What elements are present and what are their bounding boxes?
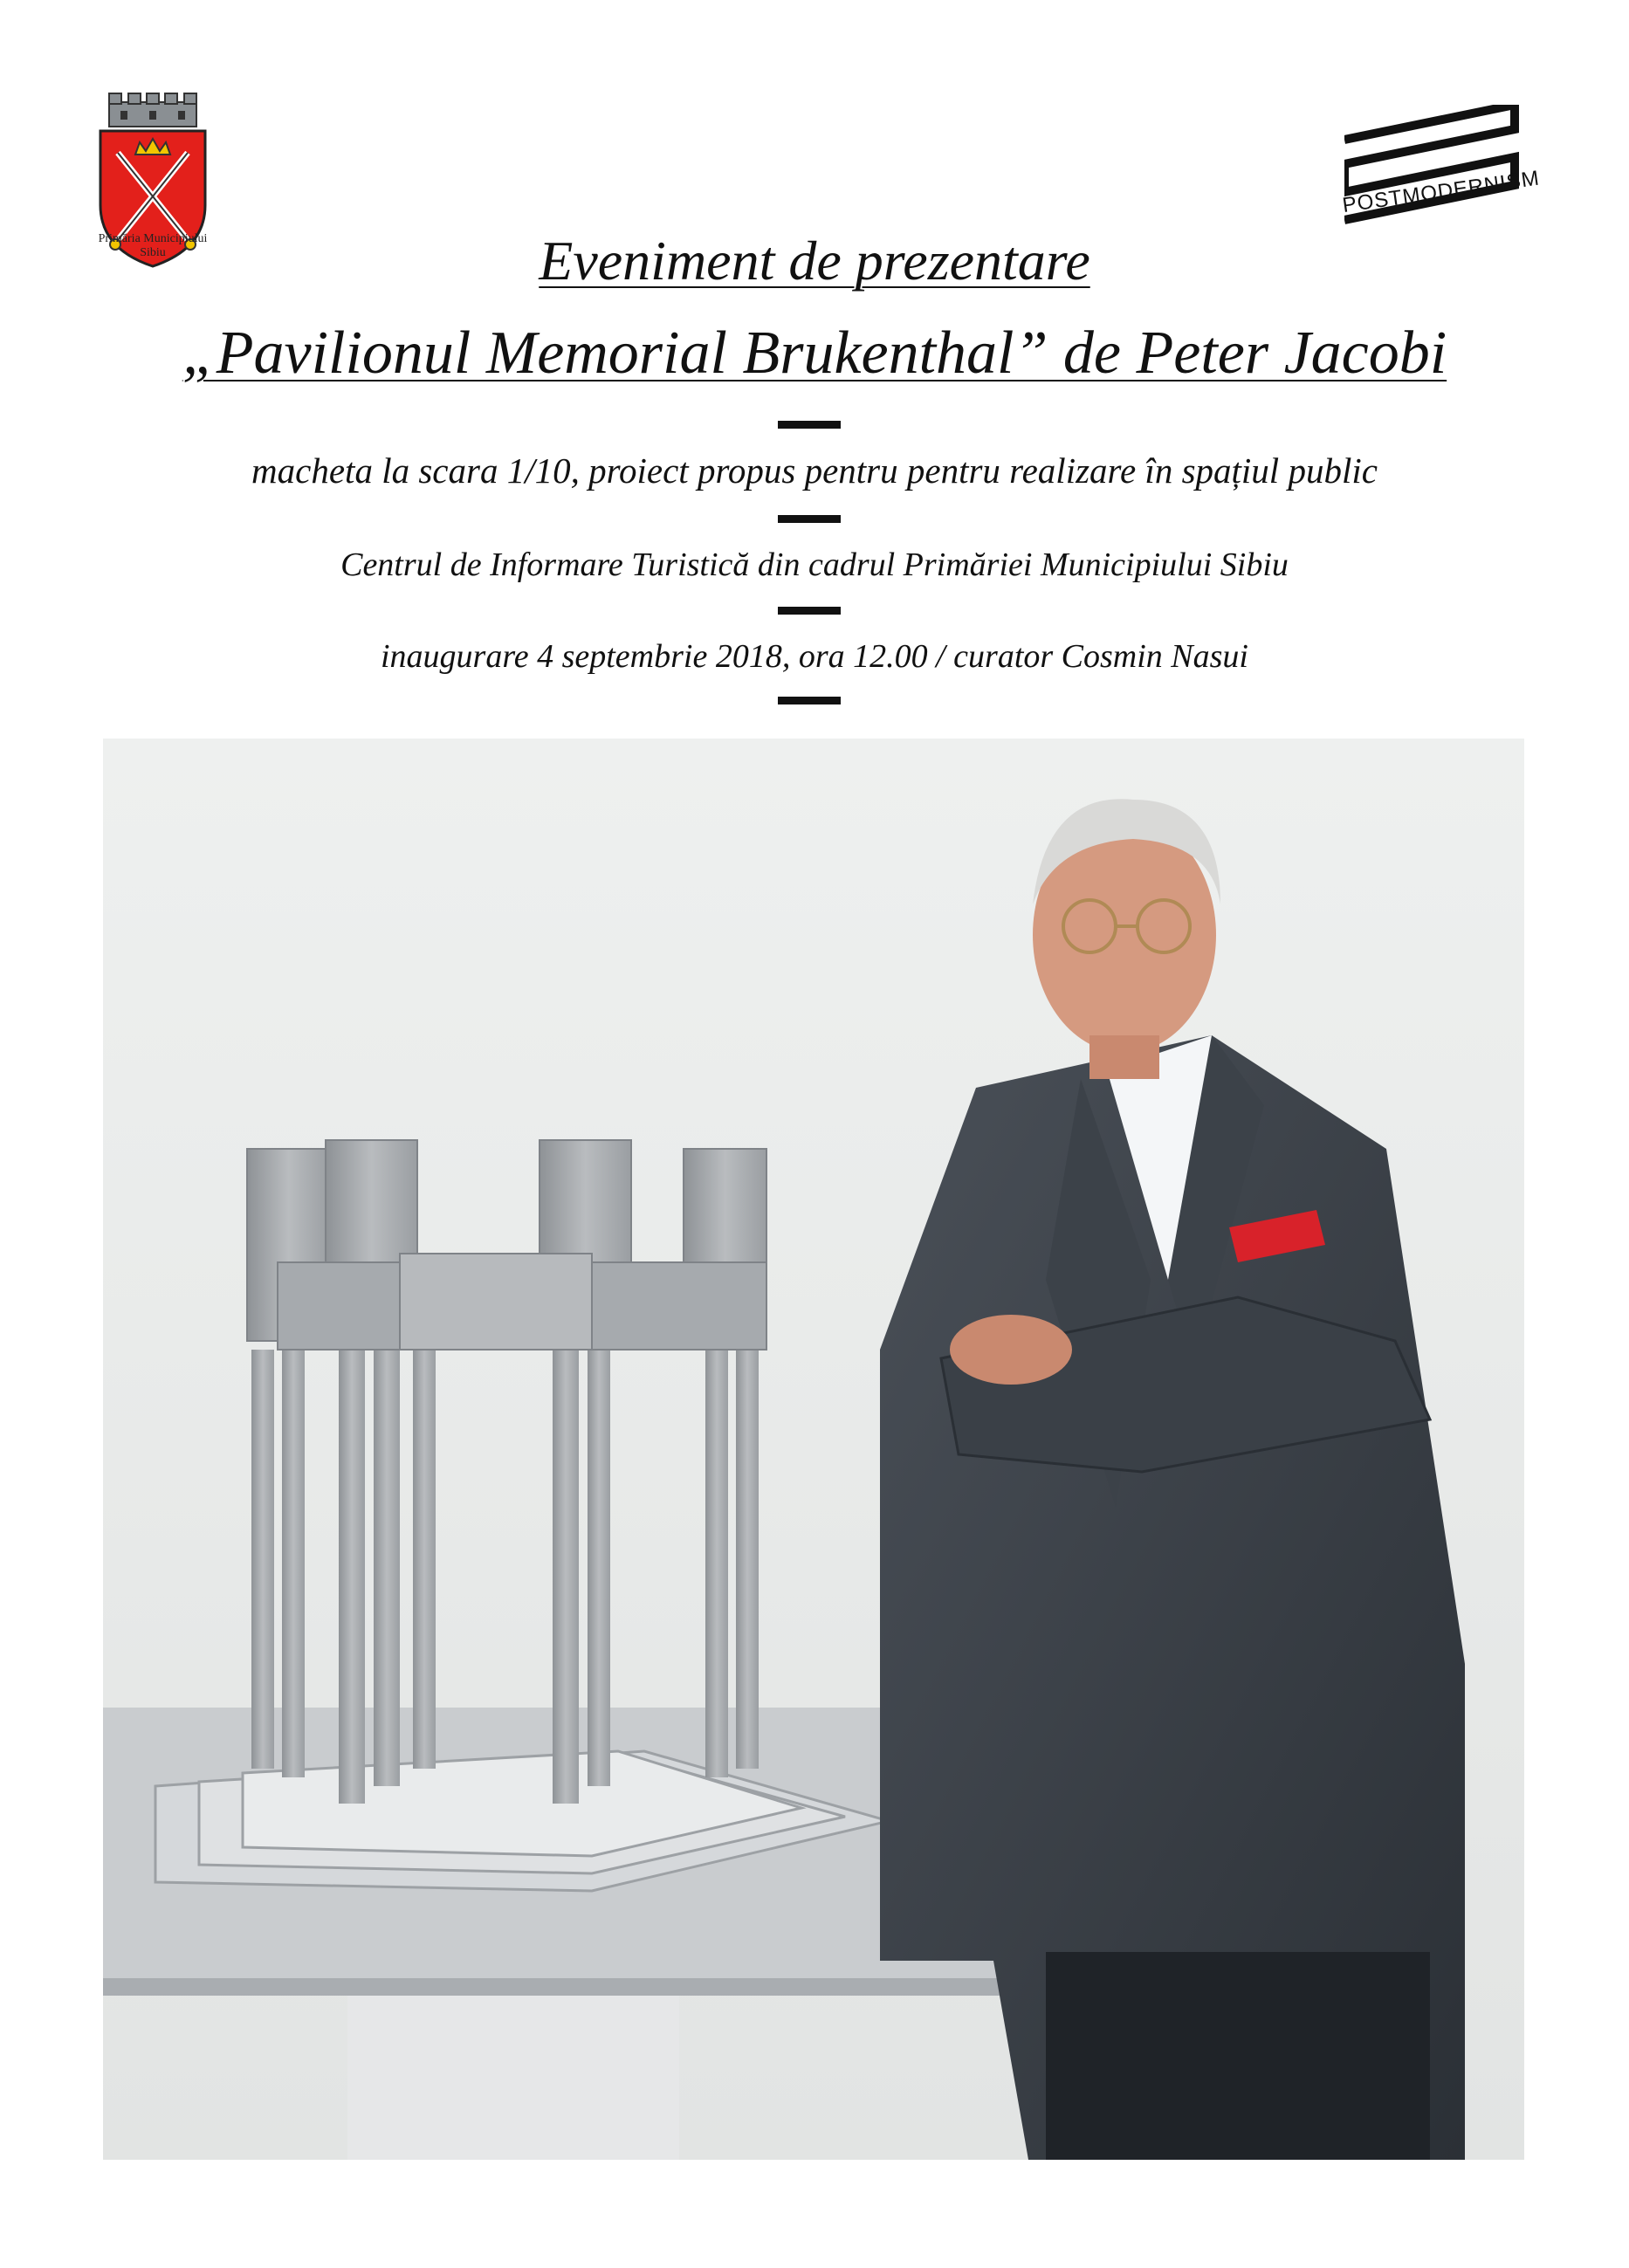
divider-dash xyxy=(778,515,841,523)
event-subtitle: „Pavilionul Memorial Brukenthal” de Peter Jacobi xyxy=(182,320,1447,387)
event-description: macheta la scara 1/10, proiect propus pentru pentru realizare în spațiul public xyxy=(251,450,1378,491)
postmodernism-wordmark: POSTMODERNISM xyxy=(1341,166,1542,218)
divider-dash xyxy=(778,421,841,429)
divider-dash xyxy=(778,607,841,615)
event-title: Eveniment de prezentare xyxy=(539,230,1090,292)
divider-dash xyxy=(778,697,841,704)
event-photo-icon xyxy=(103,739,1524,2160)
crest-caption-line1: Primăria Municipiului xyxy=(98,232,208,245)
event-opening: inaugurare 4 septembrie 2018, ora 12.00 / curator Cosmin Nasui xyxy=(381,638,1248,675)
crest-caption-line2: Sibiu xyxy=(140,246,166,259)
event-venue: Centrul de Informare Turistică din cadrul Primăriei Municipiului Sibiu xyxy=(340,546,1289,583)
